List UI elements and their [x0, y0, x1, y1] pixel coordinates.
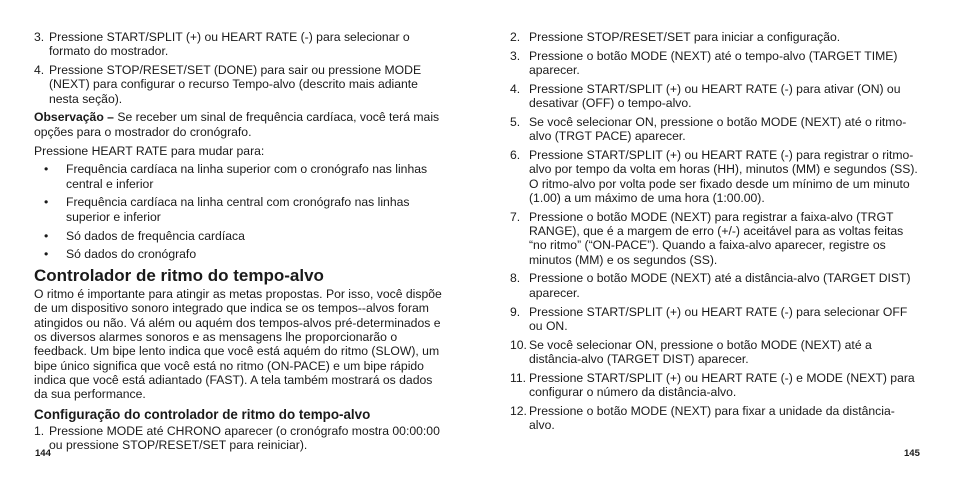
step-12: [510, 404, 920, 433]
step-1: [34, 424, 446, 453]
note-paragraph: [34, 110, 446, 139]
step-3: [510, 49, 920, 78]
step-number: 6.: [510, 148, 521, 163]
step-4: [34, 63, 446, 106]
bullet-item: [44, 229, 446, 243]
note-label: Observação –: [34, 110, 114, 125]
step-text: Pressione o botão MODE (NEXT) para registrar a faixa-alvo (TRGT RANGE), que é a margem de erro (+/-) aceitável para as voltas feitas “no ritmo” (“ON-PACE”). Quando a faixa-alvo aparecer, registre os minutos (MM) e os segundos (SS).: [529, 209, 904, 267]
step-6: [510, 148, 920, 205]
bullet-dot: •: [44, 162, 49, 177]
step-text: Pressione START/SPLIT (+) ou HEART RATE (-) para selecionar o formato do mostrador.: [49, 30, 410, 59]
step-2: [510, 30, 920, 44]
step-text: Pressione START/SPLIT (+) ou HEART RATE (-) e MODE (NEXT) para configurar o número da distância-alvo.: [529, 370, 915, 400]
page-number-left: 144: [35, 448, 51, 459]
bullet-text: Só dados de frequência cardíaca: [66, 228, 245, 243]
note-text: Se receber um sinal de frequência cardíaca, você terá mais opções para o mostrador do cronógrafo.: [34, 110, 440, 139]
step-text: Pressione START/SPLIT (+) ou HEART RATE (-) para selecionar OFF ou ON.: [529, 304, 908, 333]
step-text: Pressione o botão MODE (NEXT) para fixar a unidade da distância-alvo.: [529, 403, 895, 433]
bullet-item: [44, 247, 446, 261]
step-number: 3.: [510, 48, 521, 63]
section-heading: Controlador de ritmo do tempo-alvo: [34, 266, 324, 286]
bullet-item: [44, 162, 446, 191]
right-page: [510, 30, 920, 437]
step-3: [34, 30, 446, 59]
step-9: [510, 305, 920, 334]
section-subheading: Configuração do controlador de ritmo do tempo-alvo: [34, 406, 371, 422]
step-5: [510, 115, 920, 144]
step-text: Pressione STOP/RESET/SET (DONE) para sair ou pressione MODE (NEXT) para configurar o recurso Tempo-alvo (descrito mais adiante nesta seção).: [49, 63, 422, 106]
step-text: Pressione STOP/RESET/SET para iniciar a configuração.: [529, 30, 841, 44]
step-number: 2.: [510, 30, 521, 44]
step-text: Pressione o botão MODE (NEXT) até o tempo-alvo (TARGET TIME) aparecer.: [529, 48, 898, 78]
step-number: 5.: [510, 114, 521, 129]
step-number: 12.: [510, 403, 527, 418]
page-number-right: 145: [904, 448, 920, 459]
step-number: 4.: [34, 63, 45, 78]
step-number: 4.: [510, 81, 521, 96]
step-number: 8.: [510, 271, 521, 286]
bullet-text: Só dados do cronógrafo: [66, 247, 197, 262]
step-text: Pressione MODE até CHRONO aparecer (o cronógrafo mostra 00:00:00 ou pressione STOP/RESET/SET para reiniciar).: [49, 423, 440, 452]
step-number: 10.: [510, 337, 527, 352]
step-number: 1.: [34, 423, 45, 438]
step-7: [510, 210, 920, 267]
step-text: Pressione START/SPLIT (+) ou HEART RATE (-) para registrar o ritmo-alvo por tempo da volta em horas (HH), minutos (MM) e segundos (SS). O ritmo-alvo por volta pode ser fixado desde um mínimo de um minuto (1.00) a um máximo de uma hora (1:00.00).: [529, 148, 918, 205]
press-line: Pressione HEART RATE para mudar para:: [34, 143, 265, 158]
step-4: [510, 82, 920, 111]
step-text: Pressione o botão MODE (NEXT) até a distância-alvo (TARGET DIST) aparecer.: [529, 271, 911, 300]
step-text: Se você selecionar ON, pressione o botão MODE (NEXT) até a distância-alvo (TARGET DIST) aparecer.: [529, 337, 872, 366]
bullet-text: Frequência cardíaca na linha central com cronógrafo nas linhas superior e inferior: [66, 195, 410, 224]
step-text: Pressione START/SPLIT (+) ou HEART RATE (-) para ativar (ON) ou desativar (OFF) o tempo-alvo.: [529, 81, 901, 111]
section-paragraph: O ritmo é importante para atingir as metas propostas. Por isso, você dispõe de um dispositivo sonoro integrado que indica se os tempos--alvos foram atingidos ou não. Vá além ou aquém dos tempos-alvos pré-determinados e os diversos alarmes sonoros e as mensagens lhe proporcionarão o feedback. Um bipe lento indica que você está aquém do ritmo (SLOW), um bipe único significa que você está no ritmo (ON-PACE) e um bipe rápido indica que você está adiantado (FAST). A tela também mostrará os dados da sua performance.: [34, 287, 442, 402]
step-number: 7.: [510, 209, 521, 224]
step-number: 3.: [34, 30, 45, 44]
bullet-dot: •: [44, 228, 49, 243]
step-11: [510, 371, 920, 400]
step-number: 9.: [510, 304, 521, 319]
step-8: [510, 271, 920, 300]
bullet-dot: •: [44, 247, 49, 262]
step-number: 11.: [510, 370, 527, 385]
step-text: Se você selecionar ON, pressione o botão MODE (NEXT) até o ritmo-alvo (TRGT PACE) aparecer.: [529, 114, 907, 144]
bullet-text: Frequência cardíaca na linha superior com o cronógrafo nas linhas central e inferior: [66, 162, 428, 191]
bullet-dot: •: [44, 195, 49, 210]
bullet-item: [44, 195, 446, 224]
left-page: [34, 30, 446, 457]
step-10: [510, 338, 920, 367]
